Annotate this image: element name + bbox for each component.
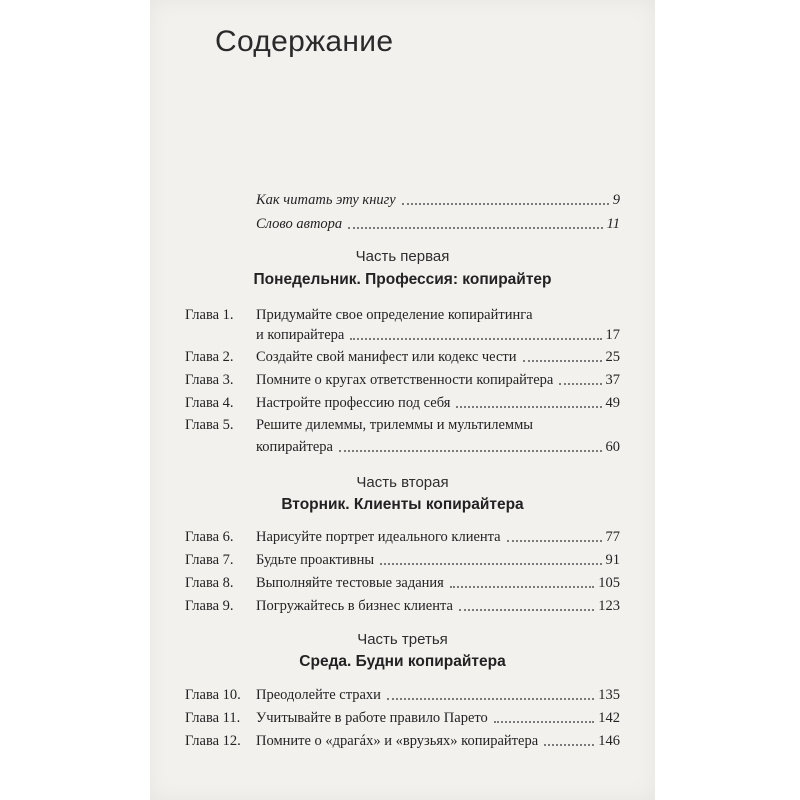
- toc-page-number: 25: [605, 349, 620, 365]
- toc-chapter-7: [185, 547, 620, 569]
- toc-page-number: 91: [605, 552, 620, 568]
- toc-chapter-1-line2: [256, 322, 620, 344]
- chapter-title-line1: Придумайте свое определение копирайтинга: [256, 307, 533, 323]
- part-title: Понедельник. Профессия: копирайтер: [253, 271, 552, 288]
- chapter-label: Глава 2.: [185, 349, 234, 365]
- part-label: Часть первая: [355, 248, 450, 265]
- dot-leader: [350, 338, 601, 340]
- chapter-title: Выполняйте тестовые задания: [256, 575, 444, 591]
- dot-leader: [459, 609, 594, 611]
- part-title: Среда. Будни копирайтера: [299, 653, 506, 670]
- toc-chapter-3: [185, 367, 620, 389]
- toc-page-number: 37: [605, 372, 620, 388]
- chapter-label: Глава 1.: [185, 307, 234, 323]
- toc-page-number: 146: [598, 733, 620, 749]
- toc-chapter-10: [185, 682, 620, 704]
- part-title: Вторник. Клиенты копирайтера: [281, 496, 524, 513]
- chapter-title: Нарисуйте портрет идеального клиента: [256, 529, 501, 545]
- chapter-label: Глава 12.: [185, 733, 241, 749]
- chapter-label: Глава 5.: [185, 417, 234, 433]
- part-label: Часть вторая: [356, 474, 449, 491]
- chapter-label: Глава 9.: [185, 598, 234, 614]
- dot-leader: [402, 203, 609, 205]
- toc-page-number: 11: [606, 216, 620, 232]
- dot-leader: [523, 360, 602, 362]
- chapter-label: Глава 6.: [185, 529, 234, 545]
- dot-leader: [456, 406, 601, 408]
- toc-page-number: 9: [612, 192, 620, 208]
- page-title: Содержание: [215, 25, 394, 58]
- toc-chapter-12: [185, 728, 620, 750]
- toc-chapter-9: [185, 593, 620, 615]
- toc-chapter-4: [185, 390, 620, 412]
- toc-chapter-5-line1: [185, 416, 620, 434]
- chapter-title: Настройте профессию под себя: [256, 395, 451, 411]
- chapter-title-line1: Решите дилеммы, трилеммы и мультилеммы: [256, 417, 534, 433]
- toc-entry-title: Слово автора: [256, 216, 343, 232]
- chapter-title: Помните о кругах ответственности копирайтера: [256, 372, 554, 388]
- toc-chapter-11: [185, 705, 620, 727]
- dot-leader: [450, 586, 594, 588]
- chapter-label: Глава 11.: [185, 710, 241, 726]
- chapter-title: Погружайтесь в бизнес клиента: [256, 598, 453, 614]
- toc-page-number: 77: [605, 529, 620, 545]
- toc-page-number: 142: [598, 710, 620, 726]
- toc-chapter-2: [185, 344, 620, 366]
- chapter-title: Создайте свой манифест или кодекс чести: [256, 349, 517, 365]
- chapter-label: Глава 4.: [185, 395, 234, 411]
- toc-entry-author-word: [256, 211, 620, 233]
- chapter-label: Глава 10.: [185, 687, 241, 703]
- chapter-title-line2: копирайтера: [256, 439, 333, 455]
- part-label: Часть третья: [357, 631, 448, 648]
- toc-page-number: 123: [598, 598, 620, 614]
- book-page: [150, 0, 655, 800]
- chapter-title-line2: и копирайтера: [256, 327, 345, 343]
- dot-leader: [380, 563, 601, 565]
- toc-entry-how-to-read: [256, 187, 620, 209]
- toc-page-number: 60: [605, 439, 620, 455]
- chapter-label: Глава 3.: [185, 372, 234, 388]
- chapter-title: Преодолейте страхи: [256, 687, 381, 703]
- dot-leader: [559, 383, 601, 385]
- toc-page-number: 135: [598, 687, 620, 703]
- chapter-title: Будьте проактивны: [256, 552, 375, 568]
- toc-page-number: 17: [605, 327, 620, 343]
- chapter-title: Учитывайте в работе правило Парето: [256, 710, 488, 726]
- dot-leader: [494, 721, 594, 723]
- toc-chapter-5-line2: [256, 434, 620, 456]
- toc-entry-title: Как читать эту книгу: [256, 192, 396, 208]
- dot-leader: [339, 450, 602, 452]
- chapter-label: Глава 8.: [185, 575, 234, 591]
- dot-leader: [544, 744, 594, 746]
- toc-chapter-6: [185, 524, 620, 546]
- dot-leader: [507, 540, 602, 542]
- toc-chapter-8: [185, 570, 620, 592]
- dot-leader: [387, 698, 594, 700]
- toc-page-number: 105: [598, 575, 620, 591]
- dot-leader: [348, 227, 602, 229]
- chapter-title: Помните о «драгáх» и «врузьях» копирайтера: [256, 733, 539, 749]
- chapter-label: Глава 7.: [185, 552, 234, 568]
- toc-page-number: 49: [605, 395, 620, 411]
